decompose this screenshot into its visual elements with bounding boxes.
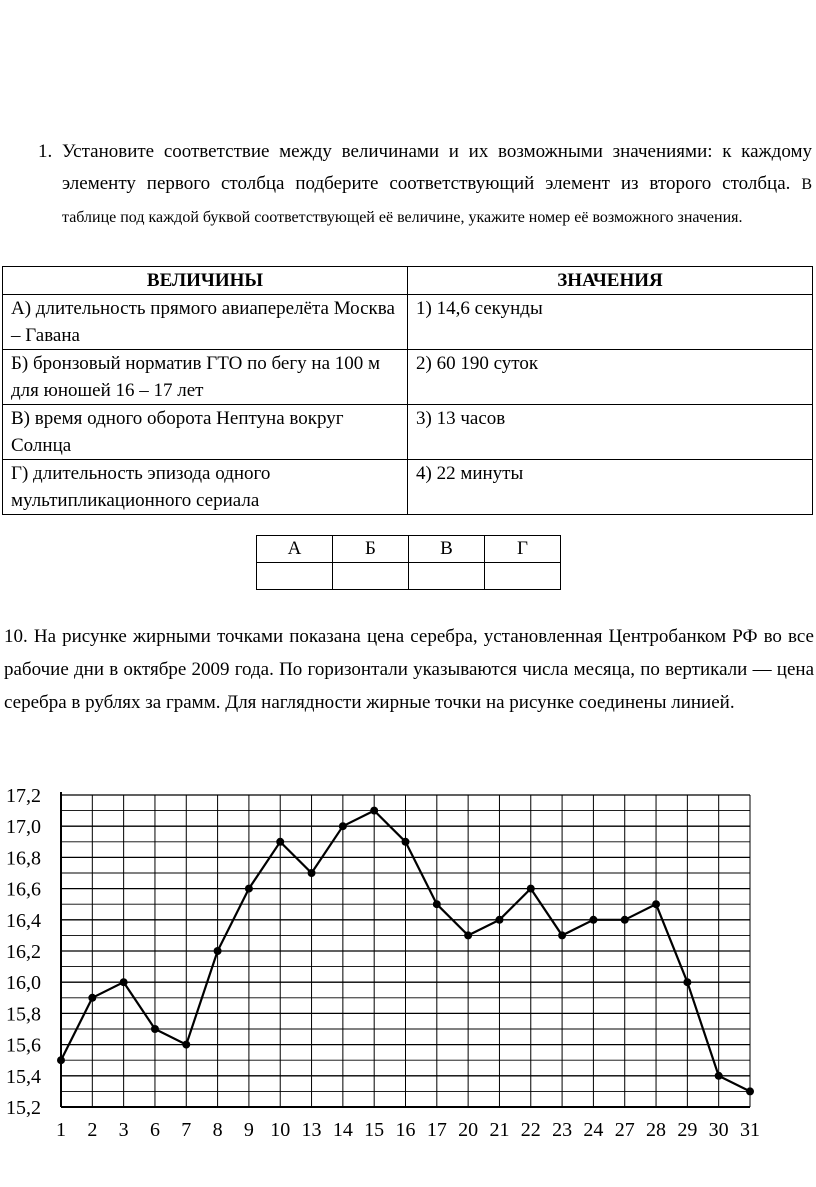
y-tick-label: 15,8 [6, 1003, 41, 1026]
data-point [527, 885, 535, 893]
data-point [433, 900, 441, 908]
x-tick-label: 21 [489, 1119, 510, 1141]
data-point [151, 1025, 159, 1033]
data-point [495, 916, 503, 924]
value-cell: 1) 14,6 секунды [408, 295, 813, 350]
data-point [464, 931, 472, 939]
answer-letter: А [257, 536, 333, 563]
x-tick-label: 29 [677, 1119, 698, 1141]
data-point [339, 822, 347, 830]
data-point [683, 978, 691, 986]
data-point [746, 1087, 754, 1095]
x-tick-label: 20 [458, 1119, 479, 1141]
y-tick-label: 16,2 [6, 941, 41, 963]
header-values: ЗНАЧЕНИЯ [408, 267, 813, 295]
silver-price-chart [0, 770, 816, 1150]
y-tick-label: 15,6 [6, 1034, 41, 1057]
answer-cell[interactable] [485, 563, 561, 590]
x-tick-label: 27 [614, 1119, 635, 1141]
x-tick-label: 9 [243, 1119, 254, 1141]
x-tick-label: 1 [56, 1119, 66, 1141]
data-point [214, 947, 222, 955]
task-1-number: 1. [38, 141, 53, 162]
task-1-text-small: В таблице под каждой буквой соответствующей её величине, укажите номер её возможного значения. [62, 176, 812, 226]
y-tick-label: 16,6 [6, 878, 41, 901]
data-point [652, 900, 660, 908]
quantity-cell: Г) длительность эпизода одного мультипликационного сериала [3, 460, 408, 515]
matching-table [2, 266, 813, 515]
table-row [3, 460, 813, 515]
value-cell: 4) 22 минуты [408, 460, 813, 515]
task-1-text [62, 136, 812, 234]
x-tick-label: 22 [520, 1119, 541, 1141]
quantity-cell: Б) бронзовый норматив ГТО по бегу на 100 м для юношей 16 – 17 лет [3, 350, 408, 405]
answer-letters-row [257, 536, 561, 563]
x-tick-label: 10 [270, 1119, 291, 1141]
task-10-text: 10. На рисунке жирными точками показана цена серебра, установленная Центробанком РФ во все рабочие дни в октябре 2009 года. По горизонтали указываются числа месяца, по вертикали — цена серебра в рублях за грамм. Для наглядности жирные точки на рисунке соединены линией. [4, 626, 814, 713]
header-quantities: ВЕЛИЧИНЫ [3, 267, 408, 295]
data-point [88, 994, 96, 1002]
answer-cell[interactable] [409, 563, 485, 590]
data-point [182, 1041, 190, 1049]
y-tick-label: 15,2 [6, 1097, 41, 1119]
answer-letter: Г [485, 536, 561, 563]
answer-input-row [257, 563, 561, 590]
value-cell: 2) 60 190 суток [408, 350, 813, 405]
table-row [3, 405, 813, 460]
data-point [621, 916, 629, 924]
answer-cell[interactable] [333, 563, 409, 590]
x-tick-label: 6 [149, 1119, 160, 1141]
y-tick-label: 17,0 [6, 816, 41, 839]
data-point [715, 1072, 723, 1080]
x-tick-label: 17 [426, 1119, 447, 1141]
y-tick-label: 17,2 [6, 785, 41, 807]
y-tick-label: 16,0 [6, 972, 41, 995]
x-tick-label: 7 [181, 1119, 192, 1141]
x-tick-label: 24 [583, 1119, 604, 1141]
answer-letter: В [409, 536, 485, 563]
answer-table [256, 535, 561, 590]
table-row [3, 295, 813, 350]
x-tick-label: 30 [708, 1119, 729, 1141]
quantity-cell: В) время одного оборота Нептуна вокруг Солнца [3, 405, 408, 460]
y-tick-label: 15,4 [6, 1065, 41, 1088]
task-1 [20, 136, 812, 234]
data-point [370, 807, 378, 815]
x-tick-label: 13 [301, 1119, 322, 1141]
table-header-row [3, 267, 813, 295]
x-tick-label: 2 [87, 1119, 98, 1141]
data-point [402, 838, 410, 846]
data-point [589, 916, 597, 924]
data-point [558, 931, 566, 939]
y-tick-label: 16,4 [6, 909, 41, 932]
x-tick-label: 3 [118, 1119, 129, 1141]
data-point [245, 885, 253, 893]
x-tick-label: 23 [552, 1119, 573, 1141]
x-tick-label: 15 [364, 1119, 385, 1141]
x-tick-label: 16 [395, 1119, 416, 1141]
x-tick-label: 31 [740, 1119, 760, 1141]
data-point [276, 838, 284, 846]
data-point [120, 978, 128, 986]
task-1-text-main: Установите соответствие между величинами и их возможными значениями: к каждому элементу первого столбца подберите соответствующий элемент из второго столбца. [62, 141, 812, 194]
answer-letter: Б [333, 536, 409, 563]
y-tick-label: 16,8 [6, 847, 41, 870]
quantity-cell: А) длительность прямого авиаперелёта Москва – Гавана [3, 295, 408, 350]
x-tick-label: 14 [332, 1119, 353, 1141]
answer-cell[interactable] [257, 563, 333, 590]
data-point [57, 1056, 65, 1064]
x-tick-label: 8 [212, 1119, 223, 1141]
data-point [308, 869, 316, 877]
value-cell: 3) 13 часов [408, 405, 813, 460]
x-tick-label: 28 [646, 1119, 667, 1141]
table-row [3, 350, 813, 405]
